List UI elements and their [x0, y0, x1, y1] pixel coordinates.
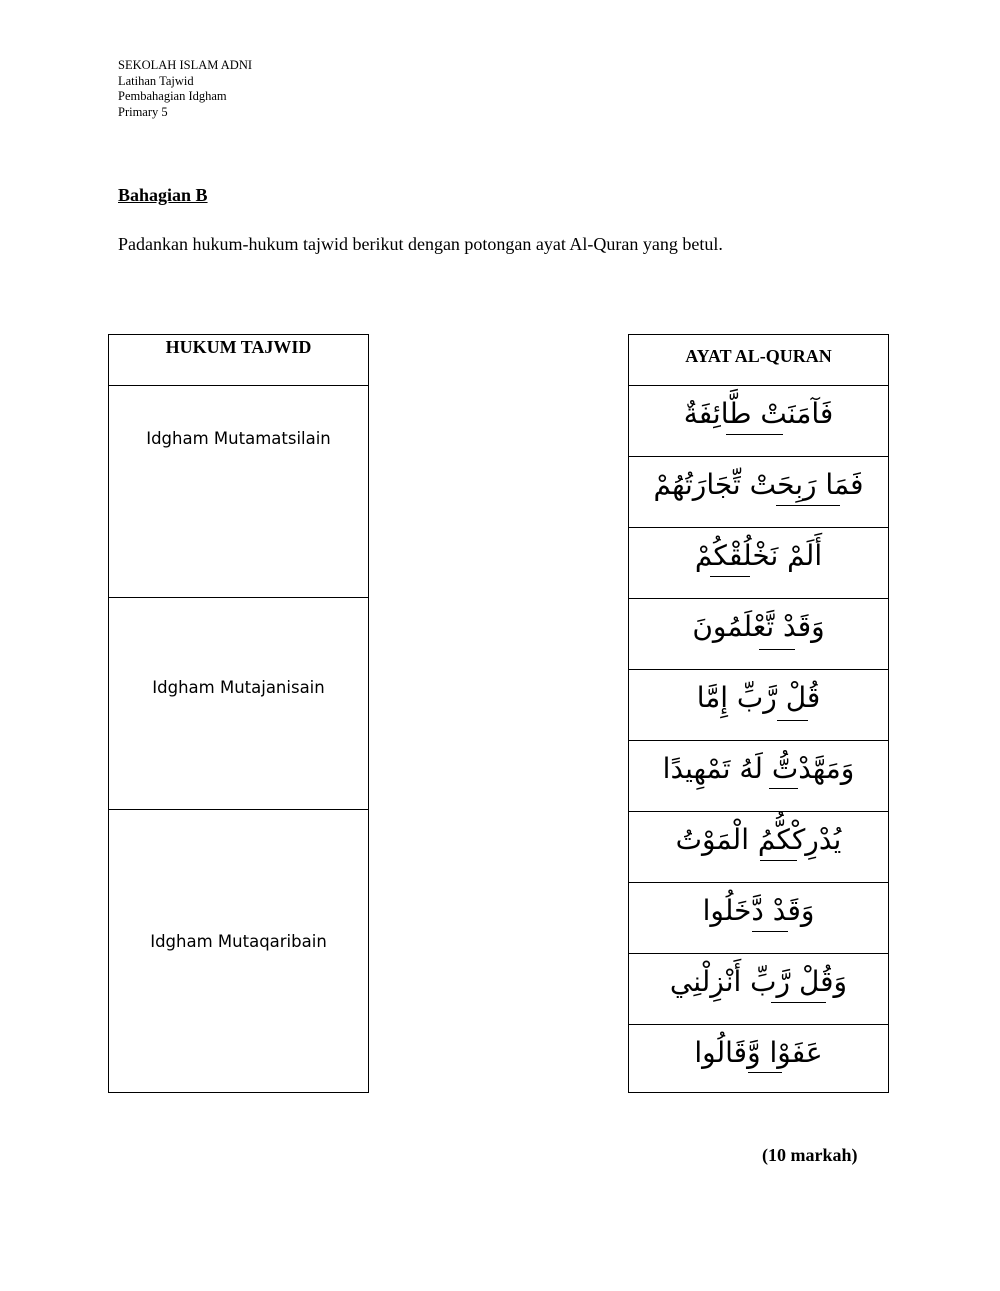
verse-underline: [760, 860, 797, 861]
verse-row: [629, 741, 888, 812]
verse-row: [629, 883, 888, 954]
verse-underline: [769, 788, 798, 789]
verse-underline: [726, 434, 783, 435]
section-title: Bahagian B: [118, 185, 208, 205]
verse-underline: [771, 1002, 826, 1003]
topic-name: Pembahagian Idgham: [118, 89, 227, 103]
verse-text: قُلْ رَّبِّ إِمَّا: [696, 681, 821, 714]
verse-row: [629, 812, 888, 883]
verse-underline: [759, 649, 795, 650]
hukum-row: [109, 598, 368, 810]
verse-underline: [748, 1072, 782, 1073]
verse-row: [629, 670, 888, 741]
verse-text: عَفَوْا وَّقَالُوا: [694, 1036, 823, 1069]
document-header: [118, 58, 252, 120]
verse-underline: [752, 931, 788, 932]
verse-text: وَقُلْ رَّبِّ أَنْزِلْنِي: [669, 965, 848, 998]
class-level: Primary 5: [118, 104, 168, 119]
verse-text: يُدْرِكْكُّمُ الْمَوْتُ: [675, 823, 842, 856]
hukum-label: Idgham Mutaqaribain: [150, 932, 327, 951]
hukum-label: Idgham Mutamatsilain: [146, 429, 331, 448]
verse-row: [629, 954, 888, 1025]
ayat-quran-header: AYAT AL-QURAN: [629, 335, 888, 386]
hukum-label: Idgham Mutajanisain: [152, 678, 325, 697]
verse-underline: [777, 720, 808, 721]
verse-text: فَمَا رَبِحَتْ تِّجَارَتُهُمْ: [653, 468, 864, 501]
verse-text: وَقَدْ دَّخَلُوا: [702, 894, 815, 927]
verse-text: وَقَدْ تَّعْلَمُونَ: [692, 610, 825, 643]
school-name: SEKOLAH ISLAM ADNI: [118, 58, 253, 72]
instruction-text: Padankan hukum-hukum tajwid berikut dengan potongan ayat Al-Quran yang betul.: [118, 234, 723, 254]
verse-row: [629, 599, 888, 670]
verse-row: [629, 528, 888, 599]
hukum-row: [109, 810, 368, 1093]
verse-underline: [710, 576, 750, 577]
verse-row: [629, 1025, 888, 1096]
hukum-row: [109, 386, 368, 598]
ayat-quran-table: [628, 334, 889, 1093]
verse-text: فَآمَنَتْ طَّائِفَةٌ: [683, 397, 834, 430]
hukum-tajwid-header: HUKUM TAJWID: [109, 335, 368, 386]
verse-underline: [776, 505, 840, 506]
verse-text: وَمَهَّدْتُّ لَهُ تَمْهِيدًا: [662, 752, 855, 785]
verse-text: أَلَمْ نَخْلُقْكُمْ: [694, 539, 823, 572]
total-marks: (10 markah): [762, 1145, 858, 1165]
hukum-tajwid-table: [108, 334, 369, 1093]
verse-row: [629, 386, 888, 457]
verse-row: [629, 457, 888, 528]
subject-name: Latihan Tajwid: [118, 73, 194, 88]
